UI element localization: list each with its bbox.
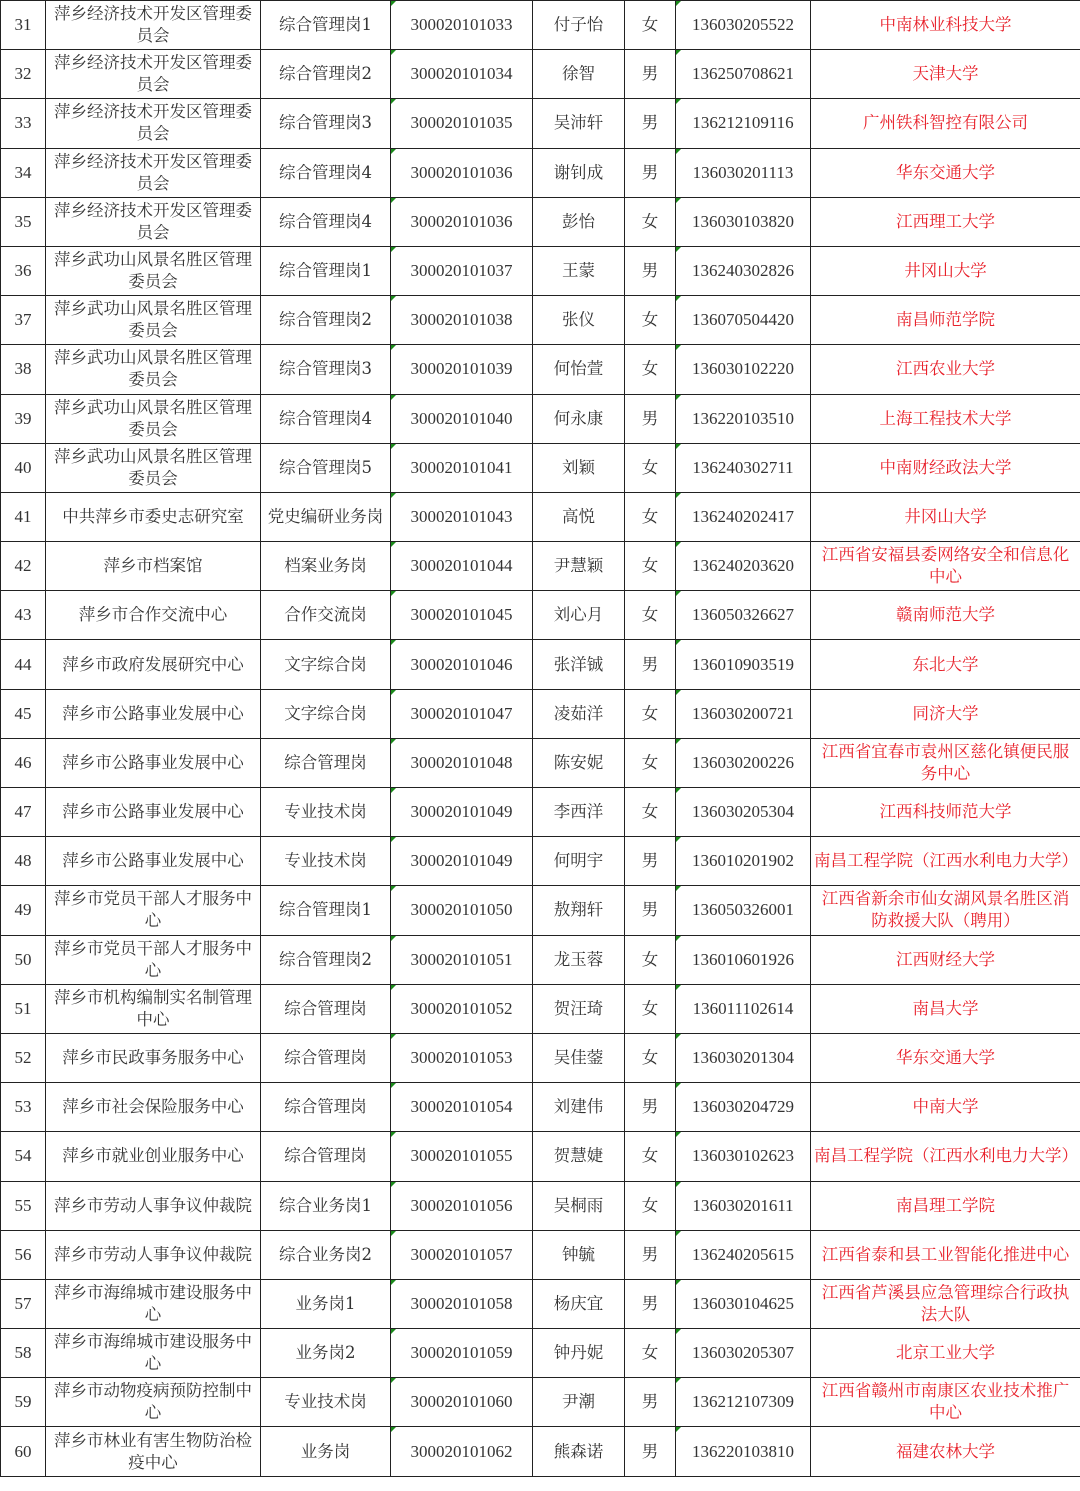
post-name-cell: 综合管理岗1	[261, 1, 391, 50]
row-number-cell: 60	[1, 1427, 46, 1476]
ticket-number-cell: 136030205307	[676, 1329, 811, 1378]
table-row	[1, 935, 1080, 984]
unit-name-cell: 萍乡经济技术开发区管理委员会	[46, 50, 261, 99]
post-name-cell: 综合管理岗2	[261, 50, 391, 99]
row-number-cell: 54	[1, 1132, 46, 1181]
row-number-cell: 52	[1, 1033, 46, 1082]
table-row	[1, 1378, 1080, 1427]
unit-name-cell: 萍乡市民政事务服务中心	[46, 1033, 261, 1082]
school-or-employer-cell: 东北大学	[811, 640, 1080, 689]
school-or-employer-cell: 井冈山大学	[811, 246, 1080, 295]
school-or-employer-cell: 广州铁科智控有限公司	[811, 99, 1080, 148]
school-or-employer-cell: 南昌工程学院（江西水利电力大学）	[811, 837, 1080, 886]
school-or-employer-cell: 福建农林大学	[811, 1427, 1080, 1476]
row-number-cell: 47	[1, 788, 46, 837]
post-name-cell: 档案业务岗	[261, 542, 391, 591]
row-number-cell: 56	[1, 1230, 46, 1279]
candidate-name-cell: 尹潮	[533, 1378, 625, 1427]
post-code-cell: 300020101041	[391, 443, 533, 492]
unit-name-cell: 萍乡市政府发展研究中心	[46, 640, 261, 689]
gender-cell: 男	[625, 1279, 676, 1328]
table-row	[1, 1181, 1080, 1230]
post-name-cell: 合作交流岗	[261, 591, 391, 640]
row-number-cell: 41	[1, 492, 46, 541]
table-row	[1, 1, 1080, 50]
ticket-number-cell: 136030205522	[676, 1, 811, 50]
post-code-cell: 300020101053	[391, 1033, 533, 1082]
post-name-cell: 综合管理岗2	[261, 935, 391, 984]
ticket-number-cell: 136011102614	[676, 984, 811, 1033]
gender-cell: 女	[625, 443, 676, 492]
post-name-cell: 综合管理岗4	[261, 197, 391, 246]
post-code-cell: 300020101060	[391, 1378, 533, 1427]
ticket-number-cell: 136220103510	[676, 394, 811, 443]
gender-cell: 女	[625, 1132, 676, 1181]
candidate-name-cell: 吴桐雨	[533, 1181, 625, 1230]
candidate-name-cell: 敖翔轩	[533, 886, 625, 935]
ticket-number-cell: 136030201113	[676, 148, 811, 197]
ticket-number-cell: 136220103810	[676, 1427, 811, 1476]
table-row	[1, 345, 1080, 394]
post-name-cell: 党史编研业务岗	[261, 492, 391, 541]
candidate-name-cell: 钟毓	[533, 1230, 625, 1279]
unit-name-cell: 萍乡武功山风景名胜区管理委员会	[46, 246, 261, 295]
row-number-cell: 40	[1, 443, 46, 492]
row-number-cell: 31	[1, 1, 46, 50]
ticket-number-cell: 136050326001	[676, 886, 811, 935]
unit-name-cell: 萍乡市海绵城市建设服务中心	[46, 1279, 261, 1328]
row-number-cell: 53	[1, 1083, 46, 1132]
gender-cell: 女	[625, 542, 676, 591]
table-row	[1, 197, 1080, 246]
post-code-cell: 300020101038	[391, 296, 533, 345]
school-or-employer-cell: 中南大学	[811, 1083, 1080, 1132]
table-row	[1, 984, 1080, 1033]
post-code-cell: 300020101033	[391, 1, 533, 50]
school-or-employer-cell: 江西省新余市仙女湖风景名胜区消防救援大队（聘用）	[811, 886, 1080, 935]
post-name-cell: 综合业务岗2	[261, 1230, 391, 1279]
gender-cell: 女	[625, 689, 676, 738]
gender-cell: 男	[625, 50, 676, 99]
candidate-name-cell: 吴沛轩	[533, 99, 625, 148]
row-number-cell: 59	[1, 1378, 46, 1427]
gender-cell: 女	[625, 935, 676, 984]
candidate-name-cell: 彭怡	[533, 197, 625, 246]
post-name-cell: 综合管理岗	[261, 1132, 391, 1181]
gender-cell: 女	[625, 984, 676, 1033]
candidate-name-cell: 龙玉蓉	[533, 935, 625, 984]
gender-cell: 女	[625, 1, 676, 50]
ticket-number-cell: 136240302711	[676, 443, 811, 492]
gender-cell: 女	[625, 738, 676, 787]
table-row	[1, 50, 1080, 99]
unit-name-cell: 萍乡市党员干部人才服务中心	[46, 935, 261, 984]
ticket-number-cell: 136030201304	[676, 1033, 811, 1082]
row-number-cell: 33	[1, 99, 46, 148]
post-code-cell: 300020101048	[391, 738, 533, 787]
school-or-employer-cell: 天津大学	[811, 50, 1080, 99]
gender-cell: 男	[625, 246, 676, 295]
gender-cell: 男	[625, 1427, 676, 1476]
unit-name-cell: 萍乡市公路事业发展中心	[46, 689, 261, 738]
row-number-cell: 57	[1, 1279, 46, 1328]
post-name-cell: 文字综合岗	[261, 640, 391, 689]
unit-name-cell: 萍乡武功山风景名胜区管理委员会	[46, 443, 261, 492]
unit-name-cell: 萍乡市劳动人事争议仲裁院	[46, 1230, 261, 1279]
unit-name-cell: 萍乡经济技术开发区管理委员会	[46, 197, 261, 246]
post-name-cell: 综合管理岗1	[261, 886, 391, 935]
post-code-cell: 300020101049	[391, 788, 533, 837]
table-row	[1, 1279, 1080, 1328]
row-number-cell: 32	[1, 50, 46, 99]
post-code-cell: 300020101039	[391, 345, 533, 394]
gender-cell: 男	[625, 640, 676, 689]
candidate-name-cell: 张仪	[533, 296, 625, 345]
school-or-employer-cell: 南昌工程学院（江西水利电力大学）	[811, 1132, 1080, 1181]
school-or-employer-cell: 江西科技师范大学	[811, 788, 1080, 837]
post-name-cell: 业务岗2	[261, 1329, 391, 1378]
ticket-number-cell: 136030102220	[676, 345, 811, 394]
table-row	[1, 788, 1080, 837]
row-number-cell: 51	[1, 984, 46, 1033]
row-number-cell: 45	[1, 689, 46, 738]
gender-cell: 女	[625, 197, 676, 246]
candidate-name-cell: 李西洋	[533, 788, 625, 837]
gender-cell: 女	[625, 591, 676, 640]
post-name-cell: 综合管理岗4	[261, 394, 391, 443]
ticket-number-cell: 136250708621	[676, 50, 811, 99]
post-code-cell: 300020101044	[391, 542, 533, 591]
school-or-employer-cell: 南昌理工学院	[811, 1181, 1080, 1230]
gender-cell: 女	[625, 1033, 676, 1082]
row-number-cell: 44	[1, 640, 46, 689]
unit-name-cell: 萍乡市公路事业发展中心	[46, 788, 261, 837]
gender-cell: 男	[625, 1230, 676, 1279]
school-or-employer-cell: 华东交通大学	[811, 1033, 1080, 1082]
row-number-cell: 58	[1, 1329, 46, 1378]
ticket-number-cell: 136030200226	[676, 738, 811, 787]
unit-name-cell: 萍乡市社会保险服务中心	[46, 1083, 261, 1132]
unit-name-cell: 萍乡经济技术开发区管理委员会	[46, 1, 261, 50]
ticket-number-cell: 136212107309	[676, 1378, 811, 1427]
gender-cell: 男	[625, 99, 676, 148]
post-name-cell: 综合管理岗	[261, 1083, 391, 1132]
gender-cell: 女	[625, 492, 676, 541]
gender-cell: 女	[625, 788, 676, 837]
unit-name-cell: 中共萍乡市委史志研究室	[46, 492, 261, 541]
row-number-cell: 34	[1, 148, 46, 197]
post-name-cell: 综合业务岗1	[261, 1181, 391, 1230]
school-or-employer-cell: 江西省安福县委网络安全和信息化中心	[811, 542, 1080, 591]
row-number-cell: 42	[1, 542, 46, 591]
post-code-cell: 300020101047	[391, 689, 533, 738]
table-row	[1, 1083, 1080, 1132]
post-code-cell: 300020101051	[391, 935, 533, 984]
post-name-cell: 综合管理岗5	[261, 443, 391, 492]
candidate-name-cell: 何怡萱	[533, 345, 625, 394]
gender-cell: 男	[625, 1378, 676, 1427]
school-or-employer-cell: 江西省宜春市袁州区慈化镇便民服务中心	[811, 738, 1080, 787]
school-or-employer-cell: 北京工业大学	[811, 1329, 1080, 1378]
candidate-name-cell: 钟丹妮	[533, 1329, 625, 1378]
table-row	[1, 394, 1080, 443]
post-code-cell: 300020101040	[391, 394, 533, 443]
school-or-employer-cell: 赣南师范大学	[811, 591, 1080, 640]
gender-cell: 男	[625, 1083, 676, 1132]
post-name-cell: 综合管理岗3	[261, 345, 391, 394]
post-name-cell: 综合管理岗2	[261, 296, 391, 345]
candidate-name-cell: 刘建伟	[533, 1083, 625, 1132]
school-or-employer-cell: 中南财经政法大学	[811, 443, 1080, 492]
school-or-employer-cell: 江西财经大学	[811, 935, 1080, 984]
post-code-cell: 300020101057	[391, 1230, 533, 1279]
candidate-name-cell: 何永康	[533, 394, 625, 443]
post-name-cell: 专业技术岗	[261, 837, 391, 886]
unit-name-cell: 萍乡武功山风景名胜区管理委员会	[46, 345, 261, 394]
post-code-cell: 300020101035	[391, 99, 533, 148]
school-or-employer-cell: 江西省泰和县工业智能化推进中心	[811, 1230, 1080, 1279]
school-or-employer-cell: 江西省赣州市南康区农业技术推广中心	[811, 1378, 1080, 1427]
candidate-name-cell: 何明宇	[533, 837, 625, 886]
gender-cell: 男	[625, 886, 676, 935]
candidate-name-cell: 凌茹洋	[533, 689, 625, 738]
table-row	[1, 542, 1080, 591]
school-or-employer-cell: 江西农业大学	[811, 345, 1080, 394]
ticket-number-cell: 136240302826	[676, 246, 811, 295]
candidate-name-cell: 徐智	[533, 50, 625, 99]
post-code-cell: 300020101054	[391, 1083, 533, 1132]
row-number-cell: 48	[1, 837, 46, 886]
ticket-number-cell: 136010201902	[676, 837, 811, 886]
gender-cell: 女	[625, 1329, 676, 1378]
ticket-number-cell: 136030103820	[676, 197, 811, 246]
post-code-cell: 300020101050	[391, 886, 533, 935]
post-code-cell: 300020101034	[391, 50, 533, 99]
table-row	[1, 1329, 1080, 1378]
post-name-cell: 文字综合岗	[261, 689, 391, 738]
gender-cell: 男	[625, 394, 676, 443]
ticket-number-cell: 136010601926	[676, 935, 811, 984]
post-name-cell: 综合管理岗1	[261, 246, 391, 295]
row-number-cell: 36	[1, 246, 46, 295]
post-name-cell: 业务岗	[261, 1427, 391, 1476]
post-code-cell: 300020101045	[391, 591, 533, 640]
post-code-cell: 300020101036	[391, 197, 533, 246]
school-or-employer-cell: 中南林业科技大学	[811, 1, 1080, 50]
school-or-employer-cell: 南昌大学	[811, 984, 1080, 1033]
unit-name-cell: 萍乡市海绵城市建设服务中心	[46, 1329, 261, 1378]
post-code-cell: 300020101043	[391, 492, 533, 541]
ticket-number-cell: 136240205615	[676, 1230, 811, 1279]
candidate-name-cell: 尹慧颖	[533, 542, 625, 591]
post-name-cell: 综合管理岗3	[261, 99, 391, 148]
row-number-cell: 43	[1, 591, 46, 640]
candidate-name-cell: 王蒙	[533, 246, 625, 295]
unit-name-cell: 萍乡市劳动人事争议仲裁院	[46, 1181, 261, 1230]
gender-cell: 男	[625, 148, 676, 197]
gender-cell: 女	[625, 1181, 676, 1230]
candidate-name-cell: 高悦	[533, 492, 625, 541]
row-number-cell: 46	[1, 738, 46, 787]
candidate-name-cell: 贺慧婕	[533, 1132, 625, 1181]
school-or-employer-cell: 南昌师范学院	[811, 296, 1080, 345]
unit-name-cell: 萍乡武功山风景名胜区管理委员会	[46, 296, 261, 345]
table-row	[1, 1132, 1080, 1181]
ticket-number-cell: 136050326627	[676, 591, 811, 640]
row-number-cell: 35	[1, 197, 46, 246]
row-number-cell: 37	[1, 296, 46, 345]
table-row	[1, 689, 1080, 738]
candidate-name-cell: 杨庆宜	[533, 1279, 625, 1328]
post-code-cell: 300020101055	[391, 1132, 533, 1181]
unit-name-cell: 萍乡市党员干部人才服务中心	[46, 886, 261, 935]
table-row	[1, 886, 1080, 935]
school-or-employer-cell: 同济大学	[811, 689, 1080, 738]
unit-name-cell: 萍乡市公路事业发展中心	[46, 837, 261, 886]
table-row	[1, 591, 1080, 640]
post-code-cell: 300020101049	[391, 837, 533, 886]
ticket-number-cell: 136030102623	[676, 1132, 811, 1181]
table-row	[1, 640, 1080, 689]
ticket-number-cell: 136030200721	[676, 689, 811, 738]
post-code-cell: 300020101046	[391, 640, 533, 689]
post-code-cell: 300020101052	[391, 984, 533, 1033]
ticket-number-cell: 136030201611	[676, 1181, 811, 1230]
row-number-cell: 49	[1, 886, 46, 935]
unit-name-cell: 萍乡经济技术开发区管理委员会	[46, 148, 261, 197]
post-name-cell: 综合管理岗4	[261, 148, 391, 197]
post-name-cell: 综合管理岗	[261, 984, 391, 1033]
post-name-cell: 专业技术岗	[261, 1378, 391, 1427]
ticket-number-cell: 136030205304	[676, 788, 811, 837]
table-row	[1, 148, 1080, 197]
gender-cell: 女	[625, 296, 676, 345]
unit-name-cell: 萍乡市档案馆	[46, 542, 261, 591]
post-code-cell: 300020101058	[391, 1279, 533, 1328]
gender-cell: 女	[625, 345, 676, 394]
post-name-cell: 专业技术岗	[261, 788, 391, 837]
post-code-cell: 300020101056	[391, 1181, 533, 1230]
post-code-cell: 300020101059	[391, 1329, 533, 1378]
row-number-cell: 50	[1, 935, 46, 984]
gender-cell: 男	[625, 837, 676, 886]
post-name-cell: 综合管理岗	[261, 738, 391, 787]
candidate-name-cell: 贺汪琦	[533, 984, 625, 1033]
table-body	[1, 1, 1080, 1477]
school-or-employer-cell: 井冈山大学	[811, 492, 1080, 541]
table-row	[1, 443, 1080, 492]
unit-name-cell: 萍乡市合作交流中心	[46, 591, 261, 640]
candidate-name-cell: 熊森诺	[533, 1427, 625, 1476]
unit-name-cell: 萍乡市公路事业发展中心	[46, 738, 261, 787]
ticket-number-cell: 136030204729	[676, 1083, 811, 1132]
unit-name-cell: 萍乡经济技术开发区管理委员会	[46, 99, 261, 148]
unit-name-cell: 萍乡市就业创业服务中心	[46, 1132, 261, 1181]
candidate-name-cell: 付子怡	[533, 1, 625, 50]
school-or-employer-cell: 江西理工大学	[811, 197, 1080, 246]
candidate-name-cell: 张洋铖	[533, 640, 625, 689]
post-name-cell: 综合管理岗	[261, 1033, 391, 1082]
candidate-name-cell: 刘颖	[533, 443, 625, 492]
unit-name-cell: 萍乡市机构编制实名制管理中心	[46, 984, 261, 1033]
post-code-cell: 300020101037	[391, 246, 533, 295]
ticket-number-cell: 136010903519	[676, 640, 811, 689]
post-name-cell: 业务岗1	[261, 1279, 391, 1328]
candidate-name-cell: 刘心月	[533, 591, 625, 640]
ticket-number-cell: 136070504420	[676, 296, 811, 345]
table-row	[1, 492, 1080, 541]
unit-name-cell: 萍乡市动物疫病预防控制中心	[46, 1378, 261, 1427]
table-row	[1, 99, 1080, 148]
school-or-employer-cell: 江西省芦溪县应急管理综合行政执法大队	[811, 1279, 1080, 1328]
ticket-number-cell: 136212109116	[676, 99, 811, 148]
school-or-employer-cell: 华东交通大学	[811, 148, 1080, 197]
candidate-name-cell: 陈安妮	[533, 738, 625, 787]
ticket-number-cell: 136240202417	[676, 492, 811, 541]
table-row	[1, 246, 1080, 295]
unit-name-cell: 萍乡市林业有害生物防治检疫中心	[46, 1427, 261, 1476]
table-row	[1, 1427, 1080, 1476]
table-row	[1, 837, 1080, 886]
candidate-name-cell: 谢钊成	[533, 148, 625, 197]
ticket-number-cell: 136240203620	[676, 542, 811, 591]
school-or-employer-cell: 上海工程技术大学	[811, 394, 1080, 443]
ticket-number-cell: 136030104625	[676, 1279, 811, 1328]
row-number-cell: 39	[1, 394, 46, 443]
post-code-cell: 300020101062	[391, 1427, 533, 1476]
post-code-cell: 300020101036	[391, 148, 533, 197]
row-number-cell: 38	[1, 345, 46, 394]
table-row	[1, 738, 1080, 787]
table-row	[1, 1230, 1080, 1279]
table-row	[1, 296, 1080, 345]
table-row	[1, 1033, 1080, 1082]
unit-name-cell: 萍乡武功山风景名胜区管理委员会	[46, 394, 261, 443]
row-number-cell: 55	[1, 1181, 46, 1230]
candidate-name-cell: 吴佳蓥	[533, 1033, 625, 1082]
